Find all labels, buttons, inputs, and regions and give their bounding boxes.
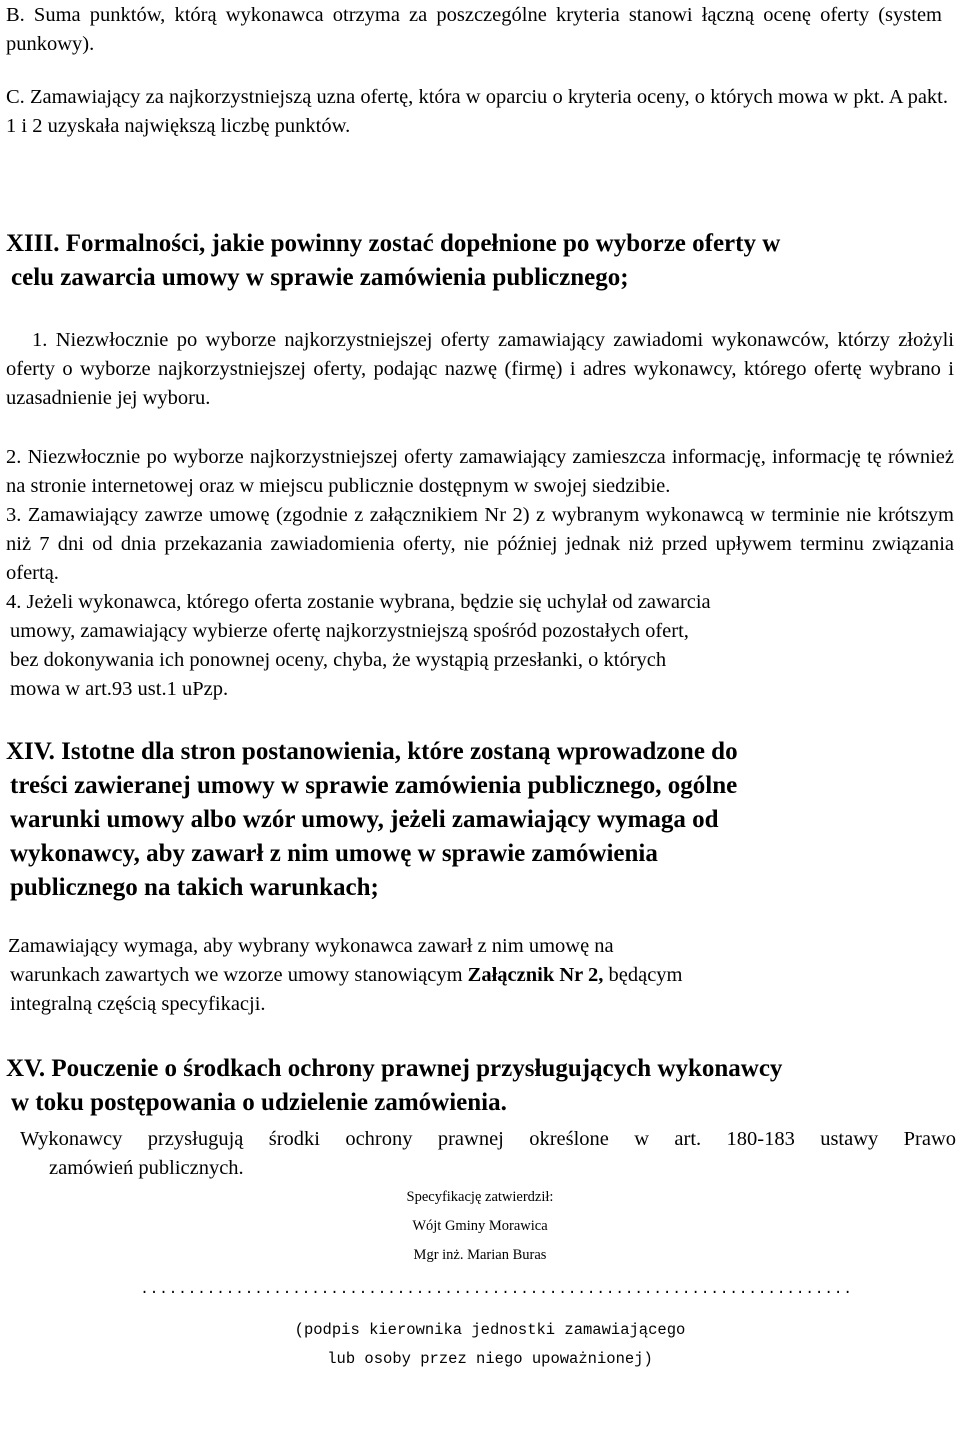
signature-caption-line-2: lub osoby przez niego upoważnionej) xyxy=(327,1350,653,1368)
section-xiv-heading xyxy=(6,735,956,905)
heading-line: XIII. Formalności, jakie powinny zostać dopełnione po wyborze oferty w xyxy=(6,230,781,257)
approval-label: Specyfikację zatwierdził: xyxy=(406,1189,554,1205)
body-line: integralną częścią specyfikacji. xyxy=(10,993,266,1015)
body-line xyxy=(8,961,956,990)
body-line: Zamawiający wymaga, aby wybrany wykonawca zawarł z nim umowę na xyxy=(8,935,614,957)
item-4-line: umowy, zamawiający wybierze ofertę najkorzystniejszą spośród pozostałych ofert, xyxy=(10,620,689,642)
signature-dotted-line: ........................................................................... xyxy=(140,1281,853,1298)
body-line: Wykonawcy przysługują środki ochrony prawnej określone w art. 180-183 ustawy Prawo xyxy=(20,1128,956,1150)
heading-line: treści zawieranej umowy w sprawie zamówienia publicznego, ogólne xyxy=(10,772,738,799)
body-text: warunkach zawartych we wzorze umowy stanowiącym xyxy=(10,964,468,986)
section-c-paragraph: C. Zamawiający za najkorzystniejszą uzna ofertę, która w oparciu o kryteria oceny, o których mowa w pkt. A pakt. 1 i 2 uzyskała największą liczbę punktów. xyxy=(6,86,948,137)
heading-line: XIV. Istotne dla stron postanowienia, które zostaną wprowadzone do xyxy=(6,738,738,765)
item-4-line: 4. Jeżeli wykonawca, którego oferta zostanie wybrana, będzie się uchylał od zawarcia xyxy=(6,591,711,613)
body-line: zamówień publicznych. xyxy=(49,1157,244,1179)
item-4-line: bez dokonywania ich ponownej oceny, chyba, że wystąpią przesłanki, o których xyxy=(10,649,667,671)
section-xv-body xyxy=(20,1125,956,1183)
attachment-reference: Załącznik Nr 2, xyxy=(467,964,604,986)
signature-block xyxy=(240,1183,720,1270)
section-xiii-item-1: 1. Niezwłocznie po wyborze najkorzystniejszej oferty zamawiający zawiadomi wykonawców, którzy złożyli oferty o wyborze najkorzystniejszej oferty, podając nazwę (firmę) i adres wykonawcy, którego ofertę wybrano i uzasadnienie jej wyboru. xyxy=(6,329,954,409)
section-xiii-item-4 xyxy=(6,588,954,704)
heading-line: publicznego na takich warunkach; xyxy=(10,874,379,901)
section-xiii-item-2: 2. Niezwłocznie po wyborze najkorzystniejszej oferty zamawiający zamieszcza informację, informację tę również na stronie internetowej oraz w miejscu publicznie dostępnym w swojej siedzibie. xyxy=(6,446,954,497)
heading-line: warunki umowy albo wzór umowy, jeżeli zamawiający wymaga od xyxy=(10,806,719,833)
body-text: będącym xyxy=(603,964,683,986)
signatory-office: Wójt Gminy Morawica xyxy=(412,1218,548,1234)
section-xv-heading xyxy=(6,1052,956,1120)
heading-line: w toku postępowania o udzielenie zamówienia. xyxy=(11,1089,507,1116)
section-b-paragraph: B. Suma punktów, którą wykonawca otrzyma za poszczególne kryteria stanowi łączną ocenę oferty (system punkowy). xyxy=(6,4,942,55)
section-xiii-heading xyxy=(6,227,956,295)
heading-line: wykonawcy, aby zawarł z nim umowę w sprawie zamówienia xyxy=(10,840,658,867)
heading-line: XV. Pouczenie o środkach ochrony prawnej przysługujących wykonawcy xyxy=(6,1055,783,1082)
signatory-name: Mgr inż. Marian Buras xyxy=(413,1247,547,1263)
section-xiv-body xyxy=(8,932,956,1019)
section-xiii-item-3: 3. Zamawiający zawrze umowę (zgodnie z załącznikiem Nr 2) z wybranym wykonawcą w terminie nie krótszym niż 7 dni od dnia przekazania zawiadomienia oferty, nie później jednak niż przed upływem terminu związania ofertą. xyxy=(6,504,954,584)
item-4-line: mowa w art.93 ust.1 uPzp. xyxy=(10,678,229,700)
signature-caption-line-1: (podpis kierownika jednostki zamawiającego xyxy=(294,1321,686,1339)
heading-line: celu zawarcia umowy w sprawie zamówienia publicznego; xyxy=(11,264,629,291)
